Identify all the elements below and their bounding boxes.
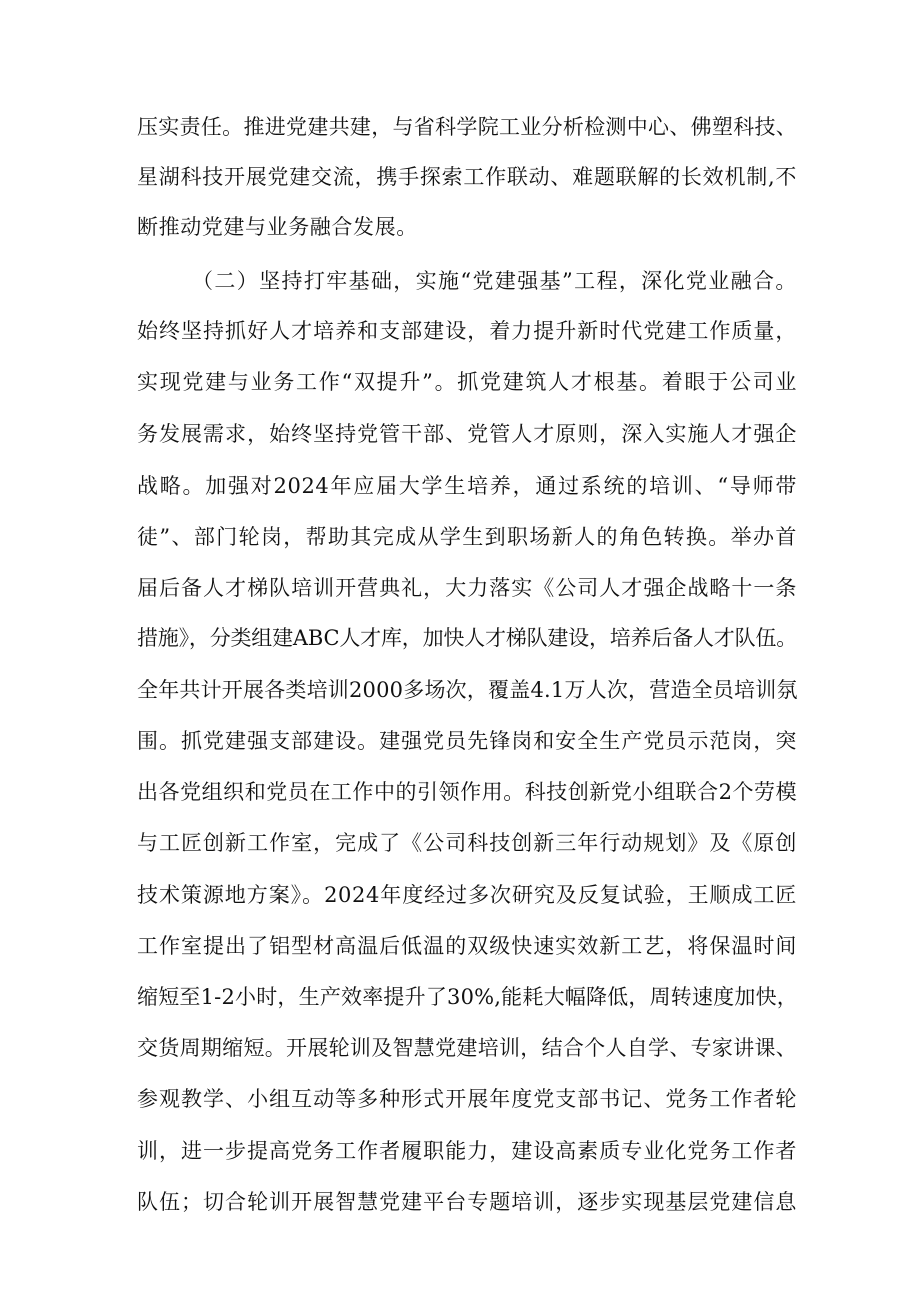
text-line: 全年共计开展各类培训2000多场次，覆盖4.1万人次，营造全员培训氛 [137,678,798,702]
section-heading-line: （二）坚持打牢基础，实施“党建强基”工程，深化党业融合。 [192,269,797,293]
text-line: 工作室提出了铝型材高温后低温的双级快速实效新工艺，将保温时间 [137,934,797,958]
text-line: 训，进一步提高党务工作者履职能力，建设高素质专业化党务工作者 [137,1139,797,1163]
text-line: 缩短至1-2小时，生产效率提升了30%,能耗大幅降低，周转速度加快， [137,985,798,1009]
text-line: 技术策源地方案》。2024年度经过多次研究及反复试验，王顺成工匠 [137,883,797,907]
text-line: 实现党建与业务工作“双提升”。抓党建筑人才根基。着眼于公司业 [137,370,797,394]
text-line: 务发展需求，始终坚持党管干部、党管人才原则，深入实施人才强企 [137,422,797,446]
text-line: 徒”、部门轮岗，帮助其完成从学生到职场新人的角色转换。举办首 [137,525,797,549]
text-line: 始终坚持抓好人才培养和支部建设，着力提升新时代党建工作质量， [137,319,797,343]
text-line: 措施》，分类组建ABC人才库，加快人才梯队建设，培养后备人才队伍。 [137,626,797,650]
text-line: 队伍；切合轮训开展智慧党建平台专题培训，逐步实现基层党建信息 [137,1190,797,1214]
text-line: 出各党组织和党员在工作中的引领作用。科技创新党小组联合2个劳模 [137,780,797,804]
text-line: 围。抓党建强支部建设。建强党员先锋岗和安全生产党员示范岗，突 [137,729,797,753]
text-line: 届后备人才梯队培训开营典礼，大力落实《公司人才强企战略十一条 [137,576,797,600]
text-line: 断推动党建与业务融合发展。 [137,215,418,239]
text-line: 战略。加强对2024年应届大学生培养，通过系统的培训、“导师带 [137,474,797,498]
text-line: 参观教学、小组互动等多种形式开展年度党支部书记、党务工作者轮 [137,1087,797,1111]
text-line: 交货周期缩短。开展轮训及智慧党建培训，结合个人自学、专家讲课、 [137,1036,797,1060]
text-line: 压实责任。推进党建共建，与省科学院工业分析检测中心、佛塑科技、 [137,115,797,139]
text-line: 与工匠创新工作室，完成了《公司科技创新三年行动规划》及《原创 [137,831,797,855]
text-line: 星湖科技开展党建交流，携手探索工作联动、难题联解的长效机制,不 [137,165,797,189]
